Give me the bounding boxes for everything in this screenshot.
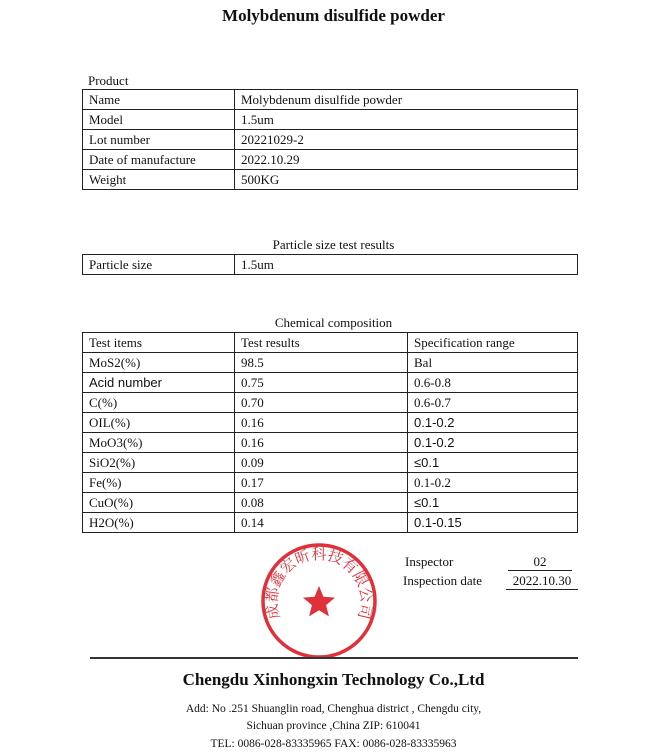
table-row xyxy=(83,150,578,170)
chem-result: 0.14 xyxy=(235,513,408,533)
chem-item: H2O(%) xyxy=(83,513,235,533)
table-row xyxy=(83,393,578,413)
chem-item: MoS2(%) xyxy=(83,353,235,373)
inspection-date-label: Inspection date xyxy=(403,573,483,588)
product-value: 500KG xyxy=(235,170,578,190)
inspector-value: 02 xyxy=(508,554,572,571)
table-row xyxy=(83,413,578,433)
product-caption: Product xyxy=(88,73,129,88)
header-specification-range: Specification range xyxy=(408,333,578,353)
particle-table xyxy=(82,254,578,275)
table-row xyxy=(83,255,578,275)
header-test-results: Test results xyxy=(235,333,408,353)
chem-spec: 0.1-0.15 xyxy=(408,513,578,533)
chem-result: 98.5 xyxy=(235,353,408,373)
chem-spec: 0.1-0.2 xyxy=(408,413,578,433)
inspector-label: Inspector xyxy=(405,554,454,569)
address-line-1: Add: No .251 Shuanglin road, Chenghua district , Chengdu city, xyxy=(185,703,482,715)
chem-item: CuO(%) xyxy=(83,493,235,513)
chem-result: 0.09 xyxy=(235,453,408,473)
chem-item: MoO3(%) xyxy=(83,433,235,453)
chem-item: Fe(%) xyxy=(83,473,235,493)
chemical-caption: Chemical composition xyxy=(274,315,393,330)
particle-size-label: Particle size xyxy=(83,255,235,275)
product-table xyxy=(82,89,578,190)
product-value: 20221029-2 xyxy=(235,130,578,150)
table-row xyxy=(83,110,578,130)
product-value: 1.5um xyxy=(235,110,578,130)
chem-item: OIL(%) xyxy=(83,413,235,433)
product-value: Molybdenum disulfide powder xyxy=(235,90,578,110)
chem-result: 0.17 xyxy=(235,473,408,493)
product-label: Model xyxy=(83,110,235,130)
table-header-row xyxy=(83,333,578,353)
seal-star-icon xyxy=(303,586,335,616)
chem-spec: 0.6-0.7 xyxy=(408,393,578,413)
chem-spec: Bal xyxy=(408,353,578,373)
chem-result: 0.16 xyxy=(235,433,408,453)
company-seal xyxy=(258,540,380,662)
chem-result: 0.08 xyxy=(235,493,408,513)
footer-divider xyxy=(90,657,578,659)
contact-line: TEL: 0086-028-83335965 FAX: 0086-028-83335963 xyxy=(210,738,457,750)
table-row xyxy=(83,513,578,533)
chem-spec: 0.6-0.8 xyxy=(408,373,578,393)
table-row xyxy=(83,90,578,110)
chem-result: 0.16 xyxy=(235,413,408,433)
chem-spec: ≤0.1 xyxy=(408,453,578,473)
product-label: Date of manufacture xyxy=(83,150,235,170)
chem-result: 0.70 xyxy=(235,393,408,413)
table-row xyxy=(83,170,578,190)
product-label: Name xyxy=(83,90,235,110)
inspection-date-value: 2022.10.30 xyxy=(506,573,578,590)
product-value: 2022.10.29 xyxy=(235,150,578,170)
table-row xyxy=(83,433,578,453)
seal-text: 成都鑫宏昕科技有限公司 xyxy=(262,545,376,621)
product-label: Weight xyxy=(83,170,235,190)
table-row xyxy=(83,493,578,513)
particle-caption: Particle size test results xyxy=(272,237,395,252)
table-row xyxy=(83,473,578,493)
table-row xyxy=(83,130,578,150)
product-label: Lot number xyxy=(83,130,235,150)
address-line-2: Sichuan province ,China ZIP: 610041 xyxy=(246,720,421,732)
chem-result: 0.75 xyxy=(235,373,408,393)
particle-size-value: 1.5um xyxy=(235,255,578,275)
chem-spec: 0.1-0.2 xyxy=(408,433,578,453)
chemical-table xyxy=(82,332,578,533)
table-row xyxy=(83,373,578,393)
header-test-items: Test items xyxy=(83,333,235,353)
chem-item: Acid number xyxy=(83,373,235,393)
table-row xyxy=(83,453,578,473)
chem-item: SiO2(%) xyxy=(83,453,235,473)
document-title: Molybdenum disulfide powder xyxy=(222,6,445,25)
chem-spec: ≤0.1 xyxy=(408,493,578,513)
chem-item: C(%) xyxy=(83,393,235,413)
chem-spec: 0.1-0.2 xyxy=(408,473,578,493)
table-row xyxy=(83,353,578,373)
company-name: Chengdu Xinhongxin Technology Co.,Ltd xyxy=(182,670,485,689)
